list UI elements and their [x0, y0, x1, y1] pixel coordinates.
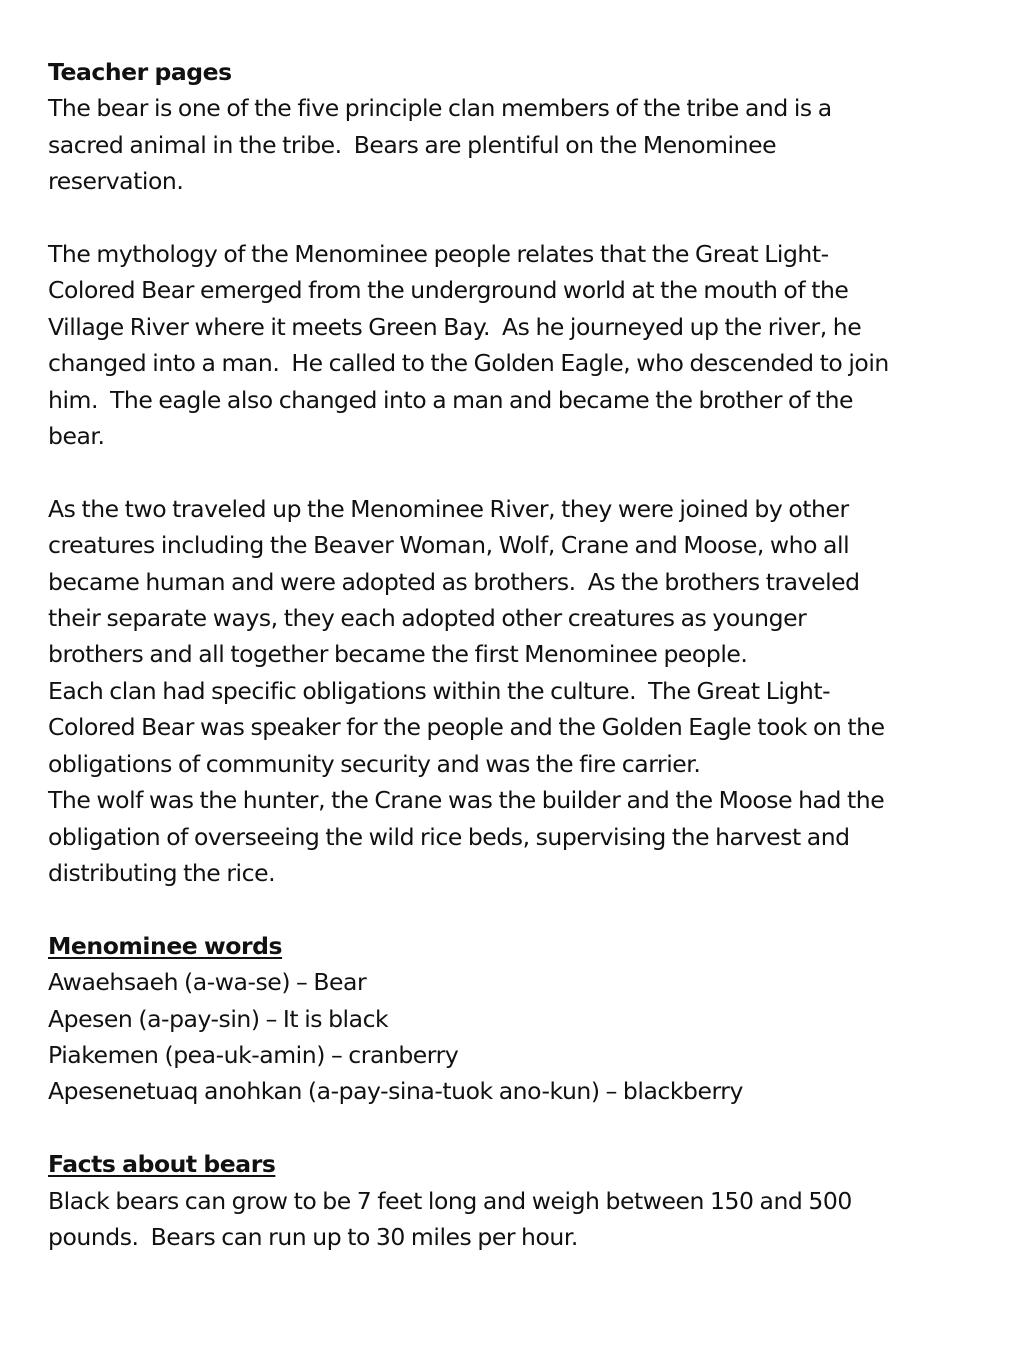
mythology-paragraph	[48, 236, 988, 454]
paragraph-line: reservation.	[48, 167, 184, 196]
paragraph-line: creatures including the Beaver Woman, Wolf, Crane and Moose, who all	[48, 531, 850, 560]
blank-line	[48, 1110, 988, 1146]
travel-paragraph	[48, 491, 988, 891]
paragraph-line: Colored Bear was speaker for the people and the Golden Eagle took on the	[48, 713, 885, 742]
paragraph-line: The wolf was the hunter, the Crane was the builder and the Moose had the	[48, 786, 885, 815]
words-heading: Menominee words	[48, 931, 283, 960]
paragraph-line: Black bears can grow to be 7 feet long and weigh between 150 and 500	[48, 1186, 852, 1215]
words-list	[48, 964, 988, 1110]
intro-paragraph	[48, 90, 988, 199]
facts-paragraph	[48, 1183, 988, 1256]
paragraph-line: Colored Bear emerged from the underground world at the mouth of the	[48, 276, 849, 305]
paragraph-line: became human and were adopted as brothers. As the brothers traveled	[48, 567, 860, 596]
paragraph-line: As the two traveled up the Menominee River, they were joined by other	[48, 494, 849, 523]
paragraph-line: their separate ways, they each adopted other creatures as younger	[48, 604, 807, 633]
paragraph-line: pounds. Bears can run up to 30 miles per hour.	[48, 1222, 578, 1251]
paragraph-line: sacred animal in the tribe. Bears are plentiful on the Menominee	[48, 130, 777, 159]
word-item: Awaehsaeh (a-wa-se) – Bear	[48, 968, 367, 997]
document-page	[48, 54, 988, 1255]
paragraph-line: brothers and all together became the first Menominee people.	[48, 640, 748, 669]
page-title: Teacher pages	[48, 58, 232, 86]
facts-heading: Facts about bears	[48, 1150, 276, 1179]
paragraph-line: obligation of overseeing the wild rice beds, supervising the harvest and	[48, 822, 850, 851]
word-item: Piakemen (pea-uk-amin) – cranberry	[48, 1040, 459, 1069]
blank-line	[48, 200, 988, 236]
word-item: Apesenetuaq anohkan (a-pay-sina-tuok ano-kun) – blackberry	[48, 1077, 743, 1106]
paragraph-line: changed into a man. He called to the Golden Eagle, who descended to join	[48, 349, 889, 378]
paragraph-line: bear.	[48, 422, 105, 451]
paragraph-line: distributing the rice.	[48, 858, 276, 887]
paragraph-line: him. The eagle also changed into a man and became the brother of the	[48, 385, 854, 414]
blank-line	[48, 454, 988, 490]
paragraph-line: The bear is one of the five principle clan members of the tribe and is a	[48, 94, 832, 123]
paragraph-line: obligations of community security and was the fire carrier.	[48, 749, 701, 778]
paragraph-line: Each clan had specific obligations within the culture. The Great Light-	[48, 676, 831, 705]
paragraph-line: The mythology of the Menominee people relates that the Great Light-	[48, 240, 829, 269]
paragraph-line: Village River where it meets Green Bay. As he journeyed up the river, he	[48, 312, 862, 341]
word-item: Apesen (a-pay-sin) – It is black	[48, 1004, 389, 1033]
blank-line	[48, 891, 988, 927]
